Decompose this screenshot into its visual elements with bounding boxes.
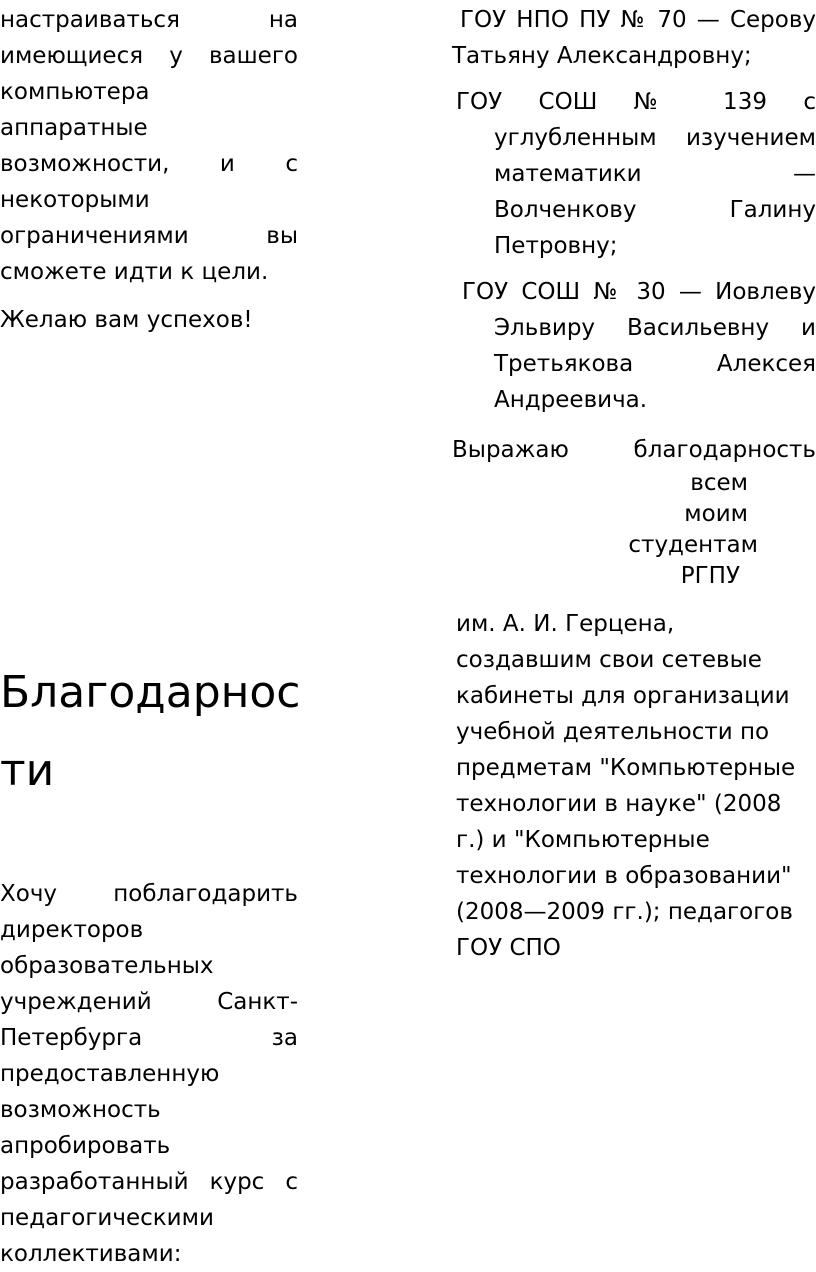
paragraph-thanks-directors: Хочу поблагодарить директоров образовательных учреждений Санкт-Петербурга за предоставленную возможность апробировать разработанный курс с педагогическими коллективами: <box>0 881 298 1267</box>
thanks-line: всем <box>690 470 748 496</box>
thanks-word-1: Выражаю <box>452 437 569 463</box>
thanks-line: моим <box>684 501 748 527</box>
list-item: ГОУ СОШ № 139 с углубленным изучением математики — Волченкову Галину Петровну; <box>456 89 816 259</box>
thanks-line: РГПУ <box>680 563 740 589</box>
section-heading <box>0 660 310 804</box>
heading-line-2: ти <box>0 745 55 796</box>
list-item: ГОУ НПО ПУ № 70 — Серову Татьяну Александровну; <box>452 7 816 69</box>
wish-text: Желаю вам успехов! <box>0 307 253 333</box>
left-column-bottom <box>0 876 298 1272</box>
thanks-line: студентам <box>628 532 758 558</box>
thanks-rest: им. А. И. Герцена, создавшим свои сетевые кабинеты для организации учебной деятельности по предметам "Компьютерные технологии в науке" (2008 г.) и "Компьютерные технологии в образовании" (2008—2009 гг.); педагогов ГОУ СПО <box>456 611 796 961</box>
right-column <box>452 0 816 966</box>
left-column <box>0 0 298 338</box>
thanks-stacked-lines <box>452 468 816 592</box>
list-item: ГОУ СОШ № 30 — Иовлеву Эльвиру Васильевну и Третьякова Алексея Андреевича. <box>462 279 816 413</box>
thanks-word-2: благодарность <box>633 437 816 463</box>
heading-line-1: Благодарнос <box>0 667 301 718</box>
paragraph-closing: настраиваться на имеющиеся у вашего компьютера аппаратные возможности, и с некоторыми ограничениями вы сможете идти к цели. <box>0 7 298 285</box>
thanks-heading-row <box>452 432 816 468</box>
